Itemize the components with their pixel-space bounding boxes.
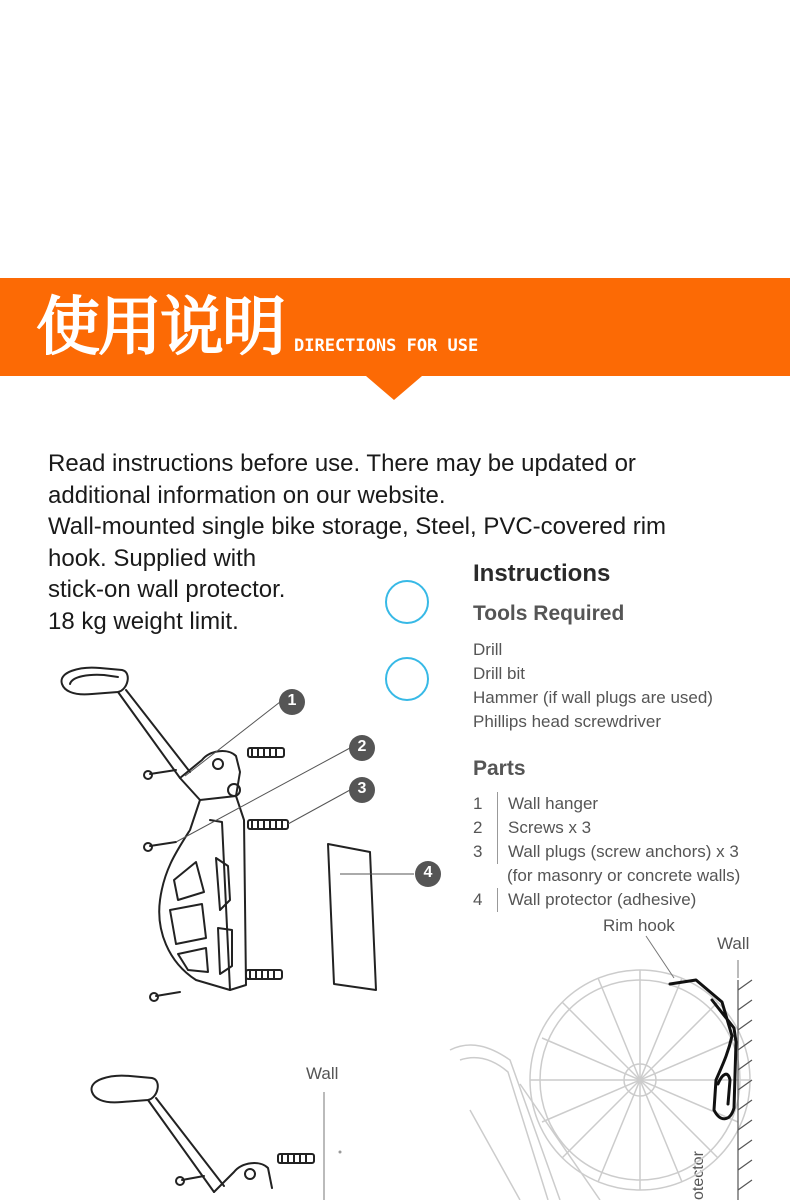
part-text: Wall hanger [508, 794, 599, 813]
part-text: Wall protector (adhesive) [508, 890, 697, 909]
part-number: 1 [473, 792, 498, 816]
intro-line: stick-on wall protector. [48, 576, 286, 603]
hanger-arm [118, 690, 190, 778]
callout-number: 3 [357, 780, 367, 797]
intro-line: 18 kg weight limit. [48, 607, 239, 635]
screw [150, 992, 180, 1001]
part-number: 4 [473, 888, 498, 912]
wall-plug [248, 748, 284, 757]
label-wall-right: Wall [717, 934, 750, 953]
wall-protector [328, 844, 376, 990]
part-text: Screws x 3 [508, 818, 592, 837]
wall-plug [246, 970, 282, 979]
tool-item: Phillips head screwdriver [473, 712, 662, 731]
part-number: 2 [473, 816, 498, 840]
rim-hook-shape [670, 980, 736, 1119]
part-text: (for masonry or concrete walls) [507, 866, 741, 885]
label-protector: otector [690, 1151, 707, 1200]
label-wall-bottom: Wall [306, 1064, 339, 1083]
parts-heading: Parts [473, 757, 526, 780]
callout-number: 2 [357, 738, 367, 755]
label-rim-hook: Rim hook [603, 916, 675, 935]
callout-number: 4 [423, 864, 433, 881]
tool-item: Drill [473, 640, 503, 659]
tool-item: Hammer (if wall plugs are used) [473, 688, 713, 707]
intro-line: additional information on our website. [48, 481, 446, 509]
intro-line: hook. Supplied with [48, 544, 257, 572]
part-text: Wall plugs (screw anchors) x 3 [508, 842, 739, 861]
tool-item: Drill bit [473, 664, 525, 683]
intro-line: Wall-mounted single bike storage, Steel, PVC-covered rim [48, 513, 667, 540]
banner-subtitle: DIRECTIONS FOR USE [294, 336, 479, 356]
screw [144, 770, 176, 779]
wall-plug [248, 820, 288, 829]
tools-heading: Tools Required [473, 602, 625, 625]
callout-number: 1 [287, 692, 297, 709]
intro-line: Read instructions before use. There may be updated or [48, 450, 636, 477]
banner-title: 使用说明 [36, 291, 284, 365]
screw [144, 842, 176, 851]
instructions-heading: Instructions [473, 560, 611, 587]
part-number: 3 [473, 840, 498, 864]
